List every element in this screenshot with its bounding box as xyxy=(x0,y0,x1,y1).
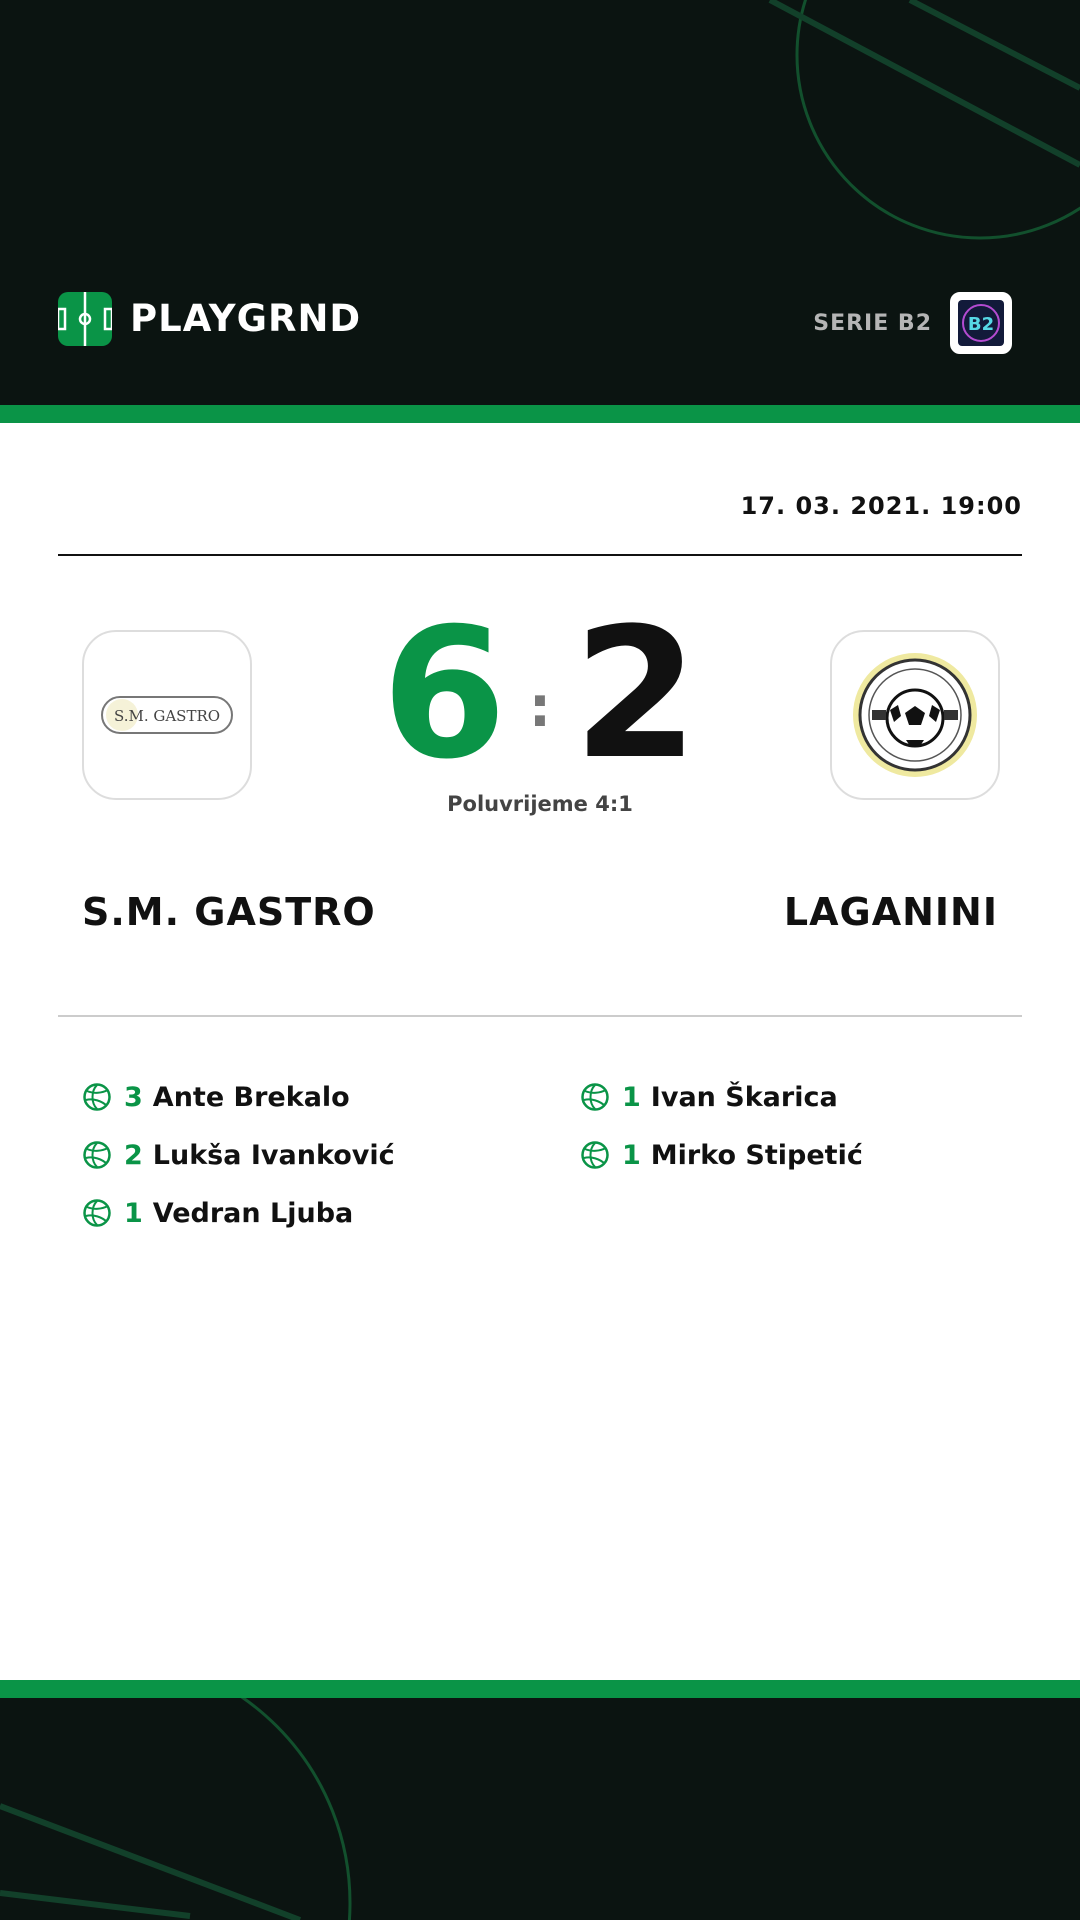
goal-count: 3 xyxy=(124,1081,143,1113)
player-name: Ivan Škarica xyxy=(650,1081,838,1113)
goal-count: 1 xyxy=(622,1139,641,1171)
home-logo-text: S.M. GASTRO xyxy=(113,707,221,725)
match-datetime: 17. 03. 2021. 19:00 xyxy=(740,492,1022,520)
divider xyxy=(58,554,1022,556)
soccer-ball-icon xyxy=(82,1082,112,1112)
league-badge xyxy=(950,292,1012,354)
away-score: 2 xyxy=(573,590,699,799)
goal-count: 1 xyxy=(622,1081,641,1113)
player-name: Ante Brekalo xyxy=(152,1081,350,1113)
header xyxy=(0,0,1080,405)
scorer-item xyxy=(82,1126,395,1184)
accent-bar-bottom xyxy=(0,1680,1080,1698)
home-team-name: S.M. GASTRO xyxy=(82,890,376,934)
scorer-item xyxy=(82,1068,395,1126)
league-badge-text: B2 xyxy=(967,314,995,335)
home-logo-image xyxy=(100,693,234,737)
league[interactable] xyxy=(813,292,1012,354)
scorer-item xyxy=(82,1184,395,1242)
footer xyxy=(0,1698,1080,1920)
away-scorers-list xyxy=(580,1068,863,1184)
brand[interactable] xyxy=(58,292,361,346)
away-logo-image xyxy=(850,650,980,780)
league-logo-icon xyxy=(956,298,1006,348)
divider xyxy=(58,1015,1022,1017)
home-scorers-list xyxy=(82,1068,395,1242)
player-name: Vedran Ljuba xyxy=(152,1197,354,1229)
soccer-ball-icon xyxy=(82,1198,112,1228)
brand-name: PLAYGRND xyxy=(130,297,362,340)
soccer-ball-icon xyxy=(82,1140,112,1170)
away-team-name: LAGANINI xyxy=(783,890,998,934)
halftime-score: Poluvrijeme 4:1 xyxy=(447,792,633,816)
scorer-item xyxy=(580,1068,863,1126)
player-name: Lukša Ivanković xyxy=(152,1139,395,1171)
pitch-lines-decoration xyxy=(0,1698,1080,1920)
scoreboard xyxy=(340,590,740,799)
home-team-logo[interactable] xyxy=(82,630,252,800)
accent-bar-top xyxy=(0,405,1080,423)
league-name: SERIE B2 xyxy=(813,310,932,336)
soccer-ball-icon xyxy=(580,1082,610,1112)
player-name: Mirko Stipetić xyxy=(650,1139,863,1171)
pitch-icon xyxy=(58,292,112,346)
away-team-logo[interactable] xyxy=(830,630,1000,800)
scorer-item xyxy=(580,1126,863,1184)
home-score: 6 xyxy=(381,590,507,799)
soccer-ball-icon xyxy=(580,1140,610,1170)
goal-count: 1 xyxy=(124,1197,143,1229)
score-separator: : xyxy=(528,674,552,740)
goal-count: 2 xyxy=(124,1139,143,1171)
